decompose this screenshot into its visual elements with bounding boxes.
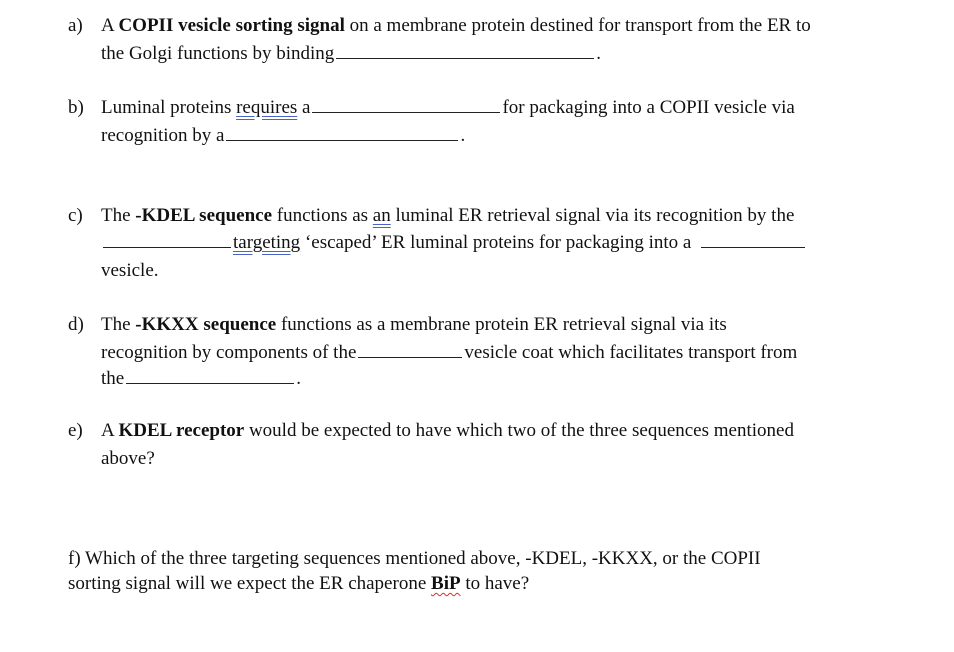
text: Luminal proteins (101, 97, 237, 118)
question-line (101, 96, 795, 120)
text: luminal ER retrieval signal via its recognition by the (390, 205, 795, 226)
answer-blank[interactable] (701, 231, 805, 248)
text: sorting signal will we expect the ER chaperone (68, 573, 432, 594)
text: A (101, 420, 119, 441)
answer-blank[interactable] (336, 42, 594, 59)
text: for packaging into a COPII vesicle via (502, 97, 795, 118)
question-line (101, 124, 465, 148)
question-line (101, 341, 797, 365)
question-line (101, 42, 601, 66)
question-line (101, 313, 727, 337)
answer-blank[interactable] (358, 341, 462, 358)
question-line (101, 259, 159, 283)
question-label: b) (68, 97, 84, 118)
text: would be expected to have which two of the three sequences mentioned (244, 420, 794, 441)
text: vesicle. (101, 260, 159, 281)
text: f) Which of the three targeting sequences mentioned above, -KDEL, -KKXX, or the COPII (68, 548, 761, 569)
text: The (101, 205, 136, 226)
question-label: c) (68, 205, 83, 226)
text: recognition by a (101, 125, 225, 146)
grammar-underlined-word: requires (236, 97, 298, 118)
text: functions as (272, 205, 373, 226)
question-line (68, 547, 761, 571)
text: recognition by components of the (101, 342, 357, 363)
text: above? (101, 448, 155, 469)
text: ‘escaped’ ER luminal proteins for packaging into a (300, 232, 692, 253)
grammar-underlined-word: targeting (233, 232, 301, 253)
text: functions as a membrane protein ER retrieval signal via its (276, 314, 727, 335)
question-line (101, 419, 794, 443)
question-line (101, 367, 301, 391)
question-label: a) (68, 15, 83, 36)
text: vesicle coat which facilitates transport from (464, 342, 798, 363)
answer-blank[interactable] (103, 231, 231, 248)
text: . (296, 368, 301, 389)
text: to have? (460, 573, 530, 594)
text: a (297, 97, 311, 118)
answer-blank[interactable] (226, 124, 458, 141)
text: the Golgi functions by binding (101, 43, 335, 64)
question-label: e) (68, 420, 83, 441)
question-label: d) (68, 314, 84, 335)
question-line (101, 204, 794, 228)
question-line (101, 14, 811, 38)
text: . (460, 125, 466, 146)
bold-term: COPII vesicle sorting signal (118, 15, 345, 36)
text: the (101, 368, 125, 389)
text: . (596, 43, 602, 64)
text: A (101, 15, 119, 36)
grammar-underlined-word: an (372, 205, 391, 226)
text: on a membrane protein destined for transport from the ER to (344, 15, 811, 36)
text: The (101, 314, 136, 335)
answer-blank[interactable] (126, 367, 294, 384)
bold-term: -KDEL sequence (135, 205, 272, 226)
question-line (101, 447, 155, 471)
answer-blank[interactable] (312, 96, 500, 113)
spellcheck-underlined-word: BiP (431, 573, 461, 594)
question-line (101, 231, 807, 255)
bold-term: -KKXX sequence (135, 314, 277, 335)
question-line (68, 572, 529, 596)
bold-term: KDEL receptor (118, 420, 245, 441)
